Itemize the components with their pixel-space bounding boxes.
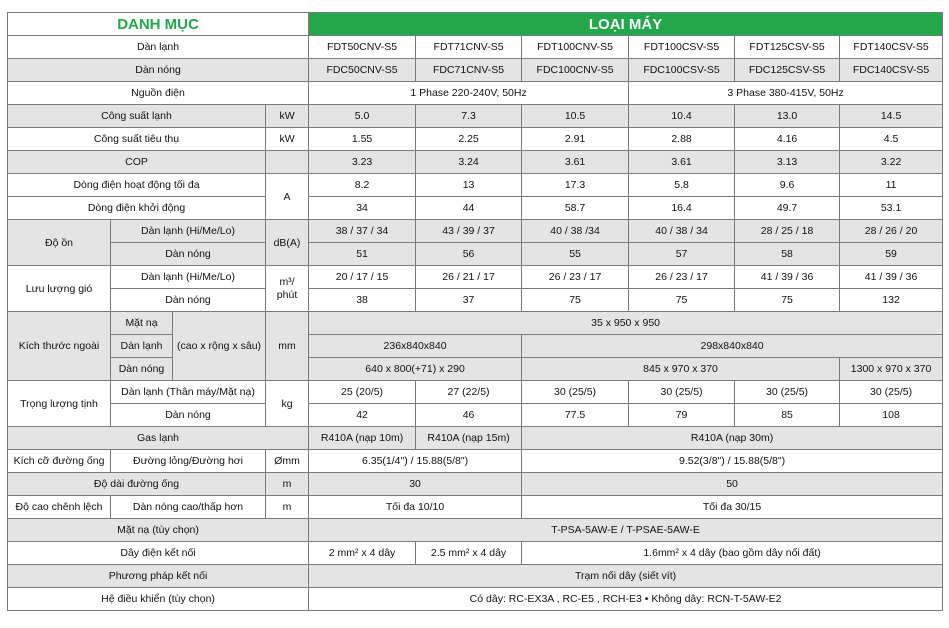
indoor-model: FDT140CSV-S5	[840, 36, 943, 59]
dim-outdoor-c: 1300 x 970 x 370	[840, 358, 943, 381]
cell: 25 (20/5)	[309, 381, 416, 404]
cell: 37	[416, 289, 522, 312]
unit-db: dB(A)	[266, 220, 309, 266]
unit-airflow-line2: phút	[276, 288, 298, 301]
cell: 3.24	[416, 151, 522, 174]
running-current-label: Dòng điện hoạt động tối đa	[8, 174, 266, 197]
cell: 41 / 39 / 36	[735, 266, 840, 289]
header-row	[8, 13, 943, 36]
outdoor-model-row	[8, 59, 943, 82]
wiring-a: 2 mm² x 4 dây	[309, 542, 416, 565]
cell: 42	[309, 404, 416, 427]
cell: 27 (22/5)	[416, 381, 522, 404]
dim-indoor-a: 236x840x840	[309, 335, 522, 358]
height-a: Tối đa 10/10	[309, 496, 522, 519]
indoor-hml-label: Dàn lạnh (Hi/Me/Lo)	[111, 266, 266, 289]
wiring-c: 1.6mm² x 4 dây (bao gồm dây nối đất)	[522, 542, 943, 565]
cell: 10.5	[522, 105, 629, 128]
pipe-size-row	[8, 450, 943, 473]
net-weight-label: Trọng lượng tịnh	[8, 381, 111, 427]
panel-optional-label: Mặt nạ (tùy chọn)	[8, 519, 309, 542]
unit-kg: kg	[266, 381, 309, 427]
cell: 56	[416, 243, 522, 266]
cell: 7.3	[416, 105, 522, 128]
outdoor-unit-label: Dàn nóng	[111, 358, 173, 381]
cooling-capacity-row	[8, 105, 943, 128]
noise-label: Độ ồn	[8, 220, 111, 266]
indoor-model: FDT100CSV-S5	[629, 36, 735, 59]
refrigerant-label: Gas lạnh	[8, 427, 309, 450]
category-header: DANH MỤC	[8, 13, 309, 36]
outdoor-model: FDC125CSV-S5	[735, 59, 840, 82]
cell: 28 / 25 / 18	[735, 220, 840, 243]
control-system-label: Hệ điều khiển (tùy chọn)	[8, 588, 309, 611]
airflow-indoor-row	[8, 266, 943, 289]
pipe-b: 9.52(3/8") / 15.88(5/8")	[522, 450, 943, 473]
dim-indoor-row	[8, 335, 943, 358]
refrigerant-c: R410A (nạp 30m)	[522, 427, 943, 450]
power-consumption-label: Công suất tiêu thụ	[8, 128, 266, 151]
noise-indoor-row	[8, 220, 943, 243]
length-a: 30	[309, 473, 522, 496]
indoor-model: FDT71CNV-S5	[416, 36, 522, 59]
cell: 40 / 38 /34	[522, 220, 629, 243]
unit-mm: mm	[266, 312, 309, 381]
weight-outdoor-row	[8, 404, 943, 427]
outdoor-model: FDC50CNV-S5	[309, 59, 416, 82]
connection-method-row	[8, 565, 943, 588]
unit-amp: A	[266, 174, 309, 220]
indoor-unit-label: Dàn lạnh	[111, 335, 173, 358]
outdoor-unit-label: Dàn nóng	[111, 289, 266, 312]
outdoor-unit-label: Dàn nóng	[111, 404, 266, 427]
length-b: 50	[522, 473, 943, 496]
wiring-label: Dây điện kết nối	[8, 542, 309, 565]
height-b: Tối đa 30/15	[522, 496, 943, 519]
cell: 26 / 23 / 17	[629, 266, 735, 289]
cop-row	[8, 151, 943, 174]
pipe-size-label: Kích cỡ đường ống	[8, 450, 111, 473]
cell: 2.88	[629, 128, 735, 151]
pipe-length-label: Độ dài đường ống	[8, 473, 266, 496]
cell: 58	[735, 243, 840, 266]
cell: 30 (25/5)	[629, 381, 735, 404]
control-system-value: Có dây: RC-EX3A , RC-E5 , RCH-E3 • Không dây: RCN-T-5AW-E2	[309, 588, 943, 611]
cell: 57	[629, 243, 735, 266]
spec-table	[7, 12, 943, 611]
outdoor-model: FDC71CNV-S5	[416, 59, 522, 82]
cell: 85	[735, 404, 840, 427]
dim-outdoor-row	[8, 358, 943, 381]
indoor-model: FDT50CNV-S5	[309, 36, 416, 59]
cell: 8.2	[309, 174, 416, 197]
pipe-a: 6.35(1/4") / 15.88(5/8")	[309, 450, 522, 473]
refrigerant-row	[8, 427, 943, 450]
cop-label: COP	[8, 151, 266, 174]
cooling-capacity-label: Công suất lạnh	[8, 105, 266, 128]
cell: 11	[840, 174, 943, 197]
indoor-unit-label: Dàn lạnh	[8, 36, 309, 59]
starting-current-label: Dòng điện khởi động	[8, 197, 266, 220]
indoor-hml-label: Dàn lạnh (Hi/Me/Lo)	[111, 220, 266, 243]
cell: 3.22	[840, 151, 943, 174]
cell: 2.91	[522, 128, 629, 151]
unit-m: m	[266, 473, 309, 496]
power-source-row	[8, 82, 943, 105]
machine-type-header: LOẠI MÁY	[309, 13, 943, 36]
refrigerant-a: R410A (nạp 10m)	[309, 427, 416, 450]
cell: 2.25	[416, 128, 522, 151]
panel-optional-value: T-PSA-5AW-E / T-PSAE-5AW-E	[309, 519, 943, 542]
cell: 75	[735, 289, 840, 312]
dim-outdoor-a: 640 x 800(+71) x 290	[309, 358, 522, 381]
running-current-row	[8, 174, 943, 197]
pipe-length-row	[8, 473, 943, 496]
outdoor-unit-label: Dàn nóng	[111, 243, 266, 266]
pipe-type-label: Đường lỏng/Đường hơi	[111, 450, 266, 473]
weight-indoor-row	[8, 381, 943, 404]
cell: 5.8	[629, 174, 735, 197]
cell: 75	[522, 289, 629, 312]
cell: 28 / 26 / 20	[840, 220, 943, 243]
cell: 77.5	[522, 404, 629, 427]
dim-note-label: (cao x rộng x sâu)	[173, 312, 266, 381]
cell: 20 / 17 / 15	[309, 266, 416, 289]
cell: 26 / 21 / 17	[416, 266, 522, 289]
indoor-model-row	[8, 36, 943, 59]
cell: 46	[416, 404, 522, 427]
cell: 17.3	[522, 174, 629, 197]
cell: 14.5	[840, 105, 943, 128]
wiring-row	[8, 542, 943, 565]
unit-m: m	[266, 496, 309, 519]
cell: 9.6	[735, 174, 840, 197]
indoor-model: FDT125CSV-S5	[735, 36, 840, 59]
power-3phase: 3 Phase 380-415V, 50Hz	[629, 82, 943, 105]
cell: 1.55	[309, 128, 416, 151]
cell: 3.61	[629, 151, 735, 174]
cell: 16.4	[629, 197, 735, 220]
cell: 53.1	[840, 197, 943, 220]
cell: 43 / 39 / 37	[416, 220, 522, 243]
cell: 41 / 39 / 36	[840, 266, 943, 289]
cell: 30 (25/5)	[735, 381, 840, 404]
unit-airflow-line1: m³/	[279, 275, 295, 288]
starting-current-row	[8, 197, 943, 220]
cell: 38 / 37 / 34	[309, 220, 416, 243]
unit-airflow	[266, 266, 309, 312]
cell: 79	[629, 404, 735, 427]
cell: 38	[309, 289, 416, 312]
dim-panel-value: 35 x 950 x 950	[309, 312, 943, 335]
cell: 5.0	[309, 105, 416, 128]
height-diff-row	[8, 496, 943, 519]
cell: 3.13	[735, 151, 840, 174]
cell: 10.4	[629, 105, 735, 128]
dim-panel-row	[8, 312, 943, 335]
unit-kw: kW	[266, 128, 309, 151]
outdoor-high-low-label: Dàn nóng cao/thấp hơn	[111, 496, 266, 519]
outdoor-model: FDC100CNV-S5	[522, 59, 629, 82]
cell: 13.0	[735, 105, 840, 128]
dimensions-label: Kích thước ngoài	[8, 312, 111, 381]
cell: 30 (25/5)	[522, 381, 629, 404]
cell: 4.5	[840, 128, 943, 151]
dim-outdoor-b: 845 x 970 x 370	[522, 358, 840, 381]
outdoor-model: FDC100CSV-S5	[629, 59, 735, 82]
power-source-label: Nguồn điện	[8, 82, 309, 105]
cell: 13	[416, 174, 522, 197]
cell: 44	[416, 197, 522, 220]
connection-method-value: Trạm nối dây (siết vít)	[309, 565, 943, 588]
cell: 40 / 38 / 34	[629, 220, 735, 243]
cell: 58.7	[522, 197, 629, 220]
height-diff-label: Độ cao chênh lệch	[8, 496, 111, 519]
airflow-label: Lưu lượng gió	[8, 266, 111, 312]
cell: 108	[840, 404, 943, 427]
cell: 3.61	[522, 151, 629, 174]
power-consumption-row	[8, 128, 943, 151]
airflow-outdoor-row	[8, 289, 943, 312]
indoor-model: FDT100CNV-S5	[522, 36, 629, 59]
dim-indoor-b: 298x840x840	[522, 335, 943, 358]
unit-kw: kW	[266, 105, 309, 128]
refrigerant-b: R410A (nạp 15m)	[416, 427, 522, 450]
cell: 75	[629, 289, 735, 312]
unit-omm: Ømm	[266, 450, 309, 473]
cell: 3.23	[309, 151, 416, 174]
cell: 132	[840, 289, 943, 312]
noise-outdoor-row	[8, 243, 943, 266]
cell: 34	[309, 197, 416, 220]
connection-method-label: Phương pháp kết nối	[8, 565, 309, 588]
cell: 26 / 23 / 17	[522, 266, 629, 289]
wiring-b: 2.5 mm² x 4 dây	[416, 542, 522, 565]
cell: 4.16	[735, 128, 840, 151]
outdoor-unit-label: Dàn nóng	[8, 59, 309, 82]
power-1phase: 1 Phase 220-240V, 50Hz	[309, 82, 629, 105]
indoor-body-panel-label: Dàn lạnh (Thân máy/Mặt nạ)	[111, 381, 266, 404]
cell: 59	[840, 243, 943, 266]
control-system-row	[8, 588, 943, 611]
outdoor-model: FDC140CSV-S5	[840, 59, 943, 82]
cell: 55	[522, 243, 629, 266]
panel-optional-row	[8, 519, 943, 542]
cell: 49.7	[735, 197, 840, 220]
panel-label: Mặt nạ	[111, 312, 173, 335]
cell: 30 (25/5)	[840, 381, 943, 404]
cell: 51	[309, 243, 416, 266]
unit-empty	[266, 151, 309, 174]
